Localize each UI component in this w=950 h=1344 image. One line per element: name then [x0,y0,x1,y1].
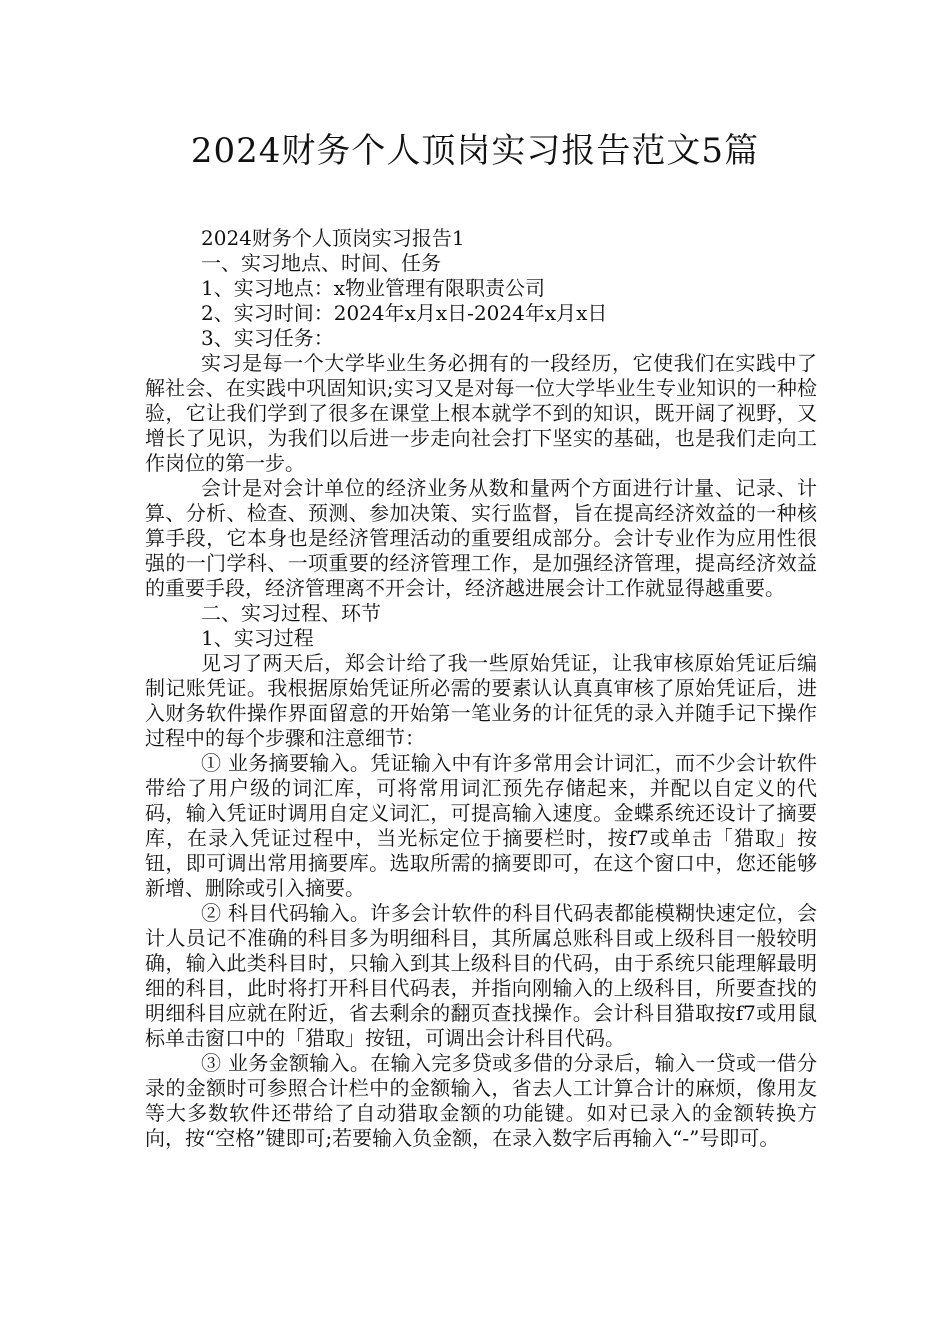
paragraph: 会计是对会计单位的经济业务从数和量两个方面进行计量、记录、计算、分析、检查、预测、参加决策、实行监督，旨在提高经济效益的一种核算手段，它本身也是经济管理活动的重要组成部分。会计专业作为应用性很强的一门学科、一项重要的经济管理工作，是加强经济管理，提高经济效益的重要手段，经济管理离不开会计，经济越进展会计工作就显得越重要。 [145,476,817,600]
subsection-heading: 二、实习过程、环节 [201,601,381,625]
subsection-heading: 一、实习地点、时间、任务 [201,251,441,275]
paragraph: ② 科目代码输入。许多会计软件的科目代码表都能模糊快速定位，会计人员记不准确的科目多为明细科目，其所属总账科目或上级科目一般较明确，输入此类科目时，只输入到其上级科目的代码，由于系统只能理解最明细的科目，此时将打开科目代码表，并指向刚输入的上级科目，所要查找的明细科目应就在附近，省去剩余的翻页查找操作。会计科目猎取按f7或用鼠标单击窗口中的「猎取」按钮，可调出会计科目代码。 [145,901,817,1050]
list-item: 1、实习过程 [201,626,314,650]
paragraph: ① 业务摘要输入。凭证输入中有许多常用会计词汇，而不少会计软件带给了用户级的词汇库，可将常用词汇预先存储起来，并配以自定义的代码，输入凭证时调用自定义词汇，可提高输入速度。金蝶系统还设计了摘要库，在录入凭证过程中，当光标定位于摘要栏时，按f7或单击「猎取」按钮，即可调出常用摘要库。选取所需的摘要即可，在这个窗口中，您还能够新增、删除或引入摘要。 [145,751,817,900]
list-item: 1、实习地点：x物业管理有限职责公司 [201,276,546,300]
page-title: 2024财务个人顶岗实习报告范文5篇 [190,131,760,171]
paragraph: 见习了两天后，郑会计给了我一些原始凭证，让我审核原始凭证后编制记账凭证。我根据原始凭证所必需的要素认认真真审核了原始凭证后，进入财务软件操作界面留意的开始第一笔业务的计征凭的录入并随手记下操作过程中的每个步骤和注意细节： [145,651,817,750]
list-item: 2、实习时间：2024年x月x日-2024年x月x日 [201,301,608,325]
document-body [145,226,817,1151]
list-item: 3、实习任务： [201,326,334,350]
paragraph: 实习是每一个大学毕业生务必拥有的一段经历，它使我们在实践中了解社会、在实践中巩固知识;实习又是对每一位大学毕业生专业知识的一种检验，它让我们学到了很多在课堂上根本就学不到的知识，既开阔了视野，又增长了见识，为我们以后进一步走向社会打下坚实的基础，也是我们走向工作岗位的第一步。 [145,351,817,475]
paragraph: ③ 业务金额输入。在输入完多贷或多借的分录后，输入一贷或一借分录的金额时可参照合计栏中的金额输入，省去人工计算合计的麻烦，像用友等大多数软件还带给了自动猎取金额的功能键。如对已录入的金额转换方向，按“空格”键即可;若要输入负金额，在录入数字后再输入“-”号即可。 [145,1051,817,1150]
section-heading: 2024财务个人顶岗实习报告1 [201,226,465,250]
